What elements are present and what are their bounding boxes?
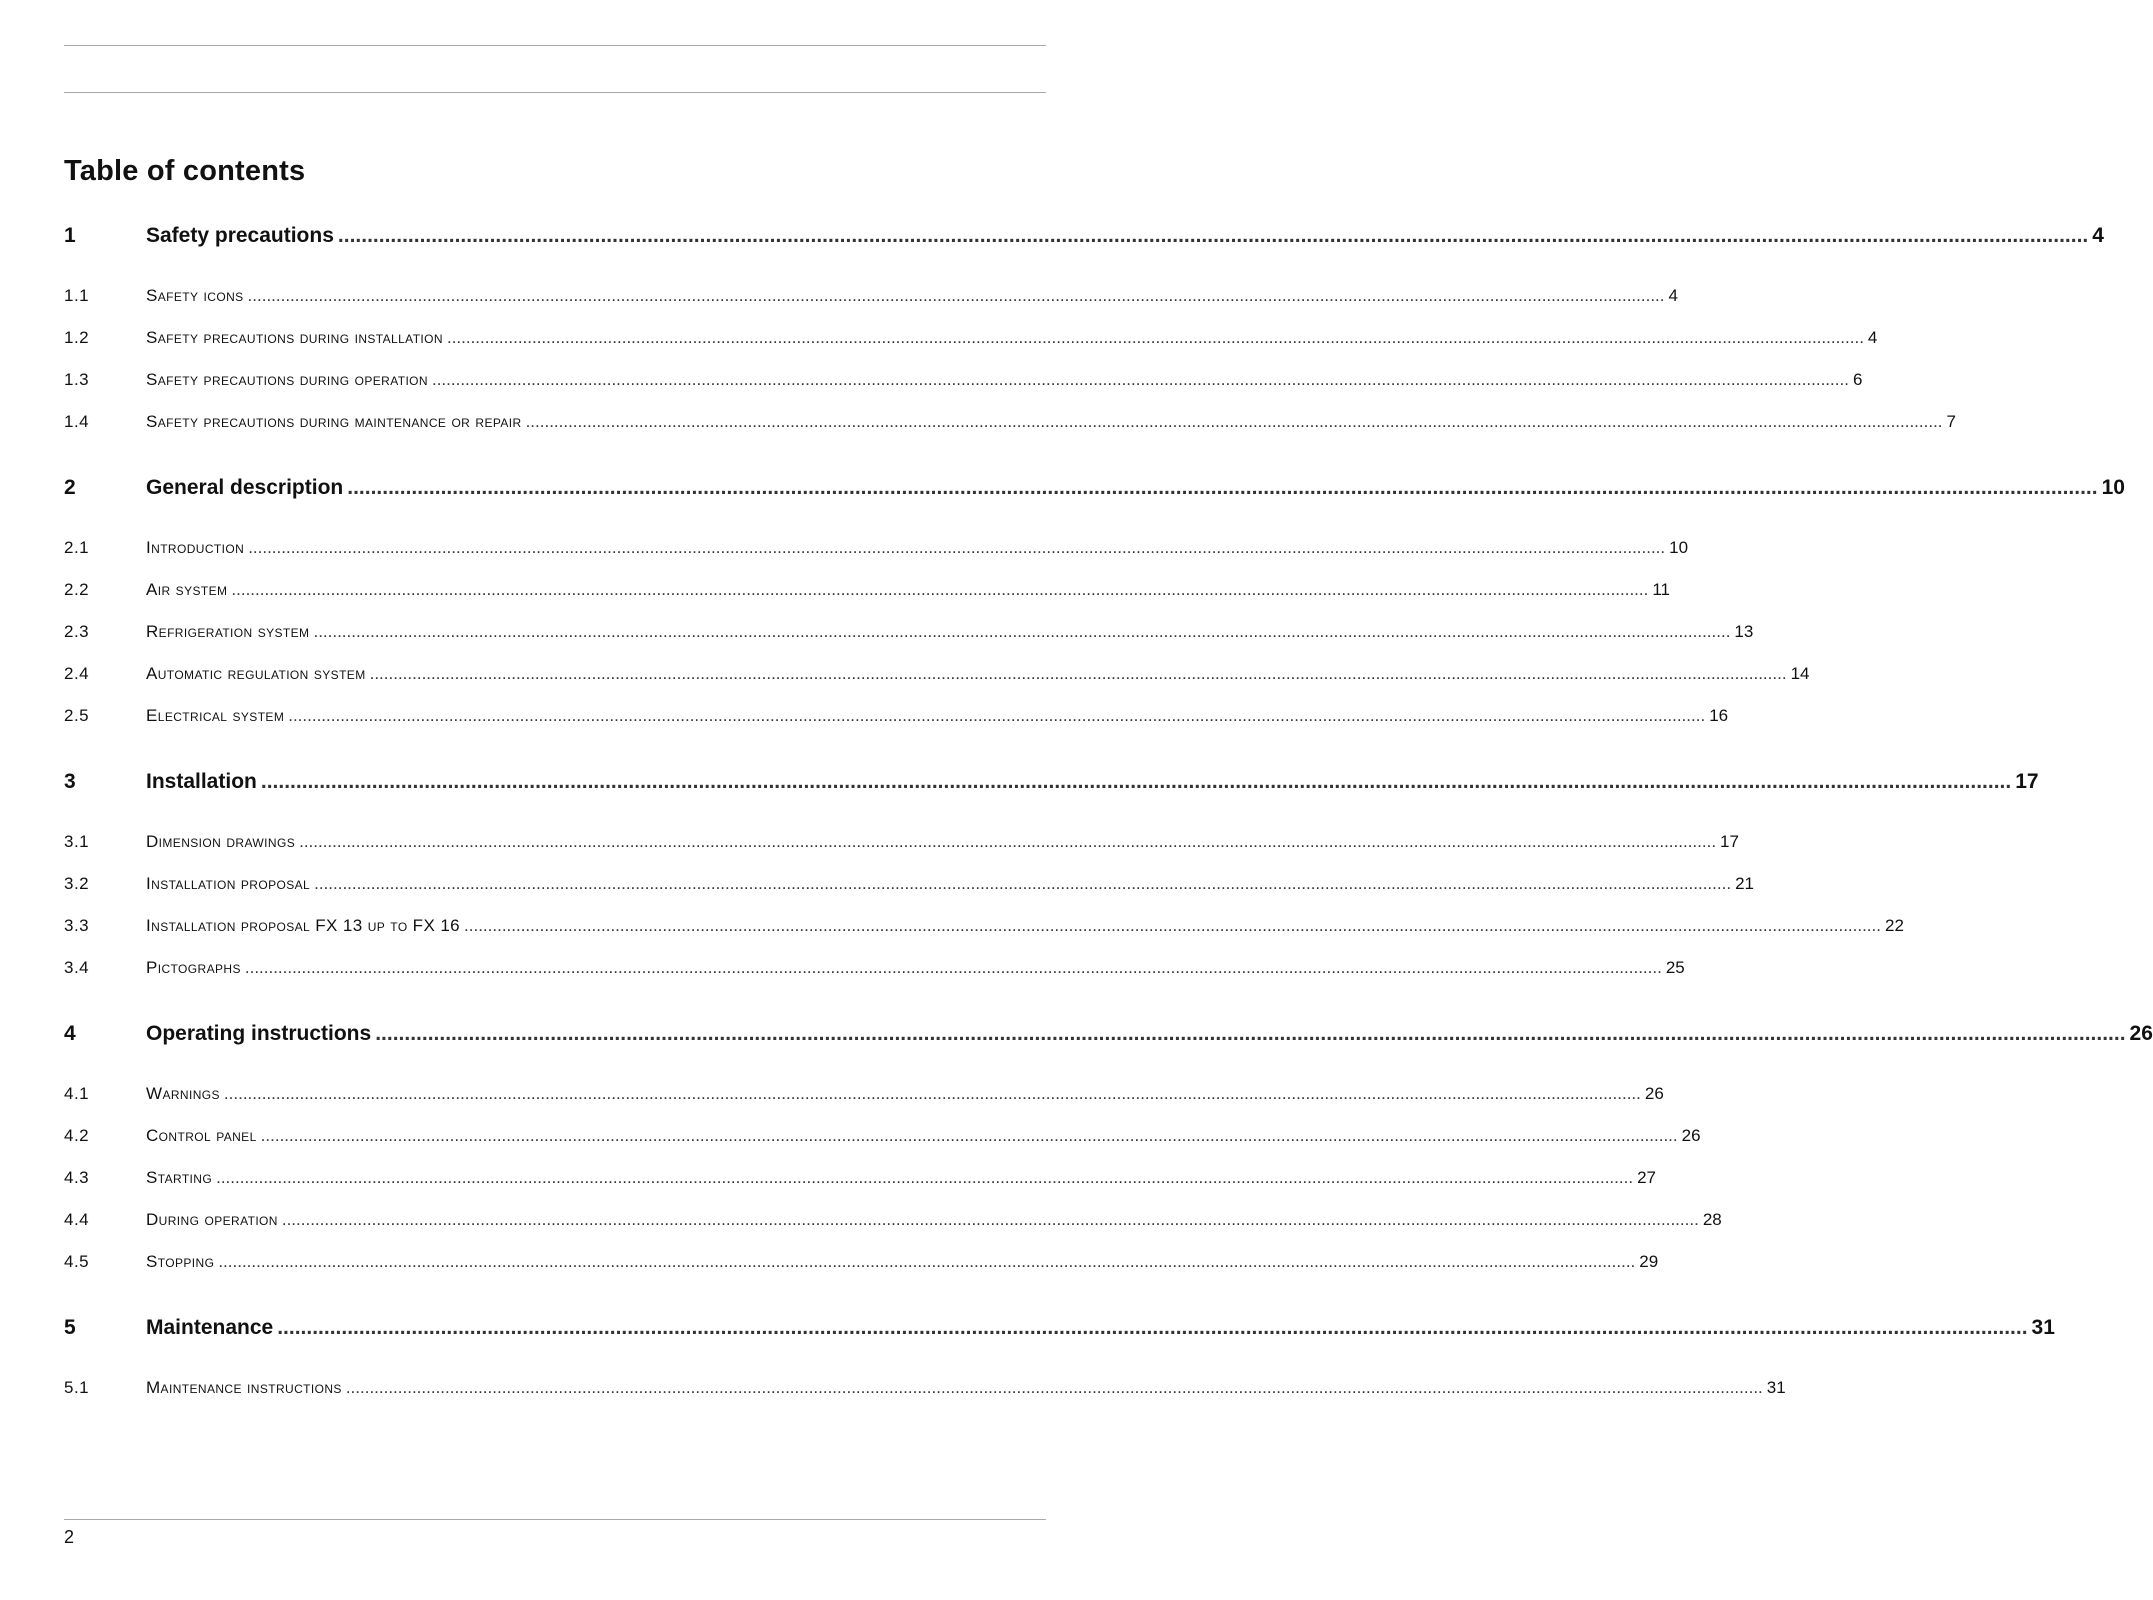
section-page: 27 bbox=[1637, 1168, 1656, 1187]
chapter-title: Operating instructions bbox=[146, 1022, 372, 1045]
footer-rule bbox=[64, 1519, 1046, 1520]
chapter-title: General description bbox=[146, 476, 344, 499]
section-number: 1.2 bbox=[64, 328, 90, 347]
dot-leader: ............................................................................................................................................................................................................................................................................................................ bbox=[231, 580, 1649, 599]
section-page: 31 bbox=[1766, 1378, 1786, 1397]
dot-leader: ............................................................................................................................................................................................................................................................................................................ bbox=[218, 1252, 1636, 1271]
toc-section-2-2[interactable] bbox=[64, 580, 1671, 622]
section-title: Air system bbox=[146, 580, 228, 599]
section-title: Installation proposal bbox=[146, 874, 311, 893]
table-of-contents bbox=[64, 224, 2153, 1420]
dot-leader: ............................................................................................................................................................................................................................................................................................................ bbox=[525, 412, 1943, 431]
section-page: 14 bbox=[1790, 664, 1810, 683]
chapter-number: 3 bbox=[64, 770, 76, 793]
section-title: Warnings bbox=[146, 1084, 220, 1103]
chapter-title: Installation bbox=[146, 770, 257, 793]
dot-leader: ............................................................................................................................................................................................................................................................................................................ bbox=[313, 622, 1731, 641]
section-title: Safety precautions during maintenance or repair bbox=[146, 412, 522, 431]
toc-section-4-4[interactable] bbox=[64, 1210, 1722, 1252]
section-page: 17 bbox=[1720, 832, 1739, 851]
section-title: During operation bbox=[146, 1210, 278, 1229]
section-number: 4.2 bbox=[64, 1126, 90, 1145]
section-number: 5.1 bbox=[64, 1378, 90, 1397]
chapter-number: 2 bbox=[64, 476, 76, 499]
section-title: Control panel bbox=[146, 1126, 257, 1145]
chapter-title: Maintenance bbox=[146, 1316, 274, 1339]
section-page: 4 bbox=[1668, 286, 1678, 305]
section-title: Starting bbox=[146, 1168, 213, 1187]
dot-leader: ............................................................................................................................................................................................................................................................................................................ bbox=[277, 1316, 2028, 1339]
section-title: Dimension drawings bbox=[146, 832, 296, 851]
page-title: Table of contents bbox=[64, 155, 306, 187]
section-number: 2.4 bbox=[64, 664, 90, 683]
section-number: 3.1 bbox=[64, 832, 90, 851]
section-title: Electrical system bbox=[146, 706, 285, 725]
toc-section-4-3[interactable] bbox=[64, 1168, 1656, 1210]
section-title: Refrigeration system bbox=[146, 622, 310, 641]
chapter-page: 17 bbox=[2015, 770, 2039, 793]
toc-chapter-5[interactable] bbox=[64, 1316, 2055, 1358]
section-page: 28 bbox=[1702, 1210, 1722, 1229]
dot-leader: ............................................................................................................................................................................................................................................................................................................ bbox=[345, 1378, 1763, 1397]
dot-leader: ............................................................................................................................................................................................................................................................................................................ bbox=[446, 328, 1864, 347]
dot-leader: ............................................................................................................................................................................................................................................................................................................ bbox=[347, 476, 2098, 499]
section-title: Stopping bbox=[146, 1252, 215, 1271]
section-number: 2.3 bbox=[64, 622, 90, 641]
section-title: Maintenance instructions bbox=[146, 1378, 342, 1397]
section-number: 4.5 bbox=[64, 1252, 90, 1271]
chapter-page: 4 bbox=[2092, 224, 2104, 247]
toc-section-2-5[interactable] bbox=[64, 706, 1729, 748]
section-page: 11 bbox=[1652, 580, 1671, 599]
section-page: 29 bbox=[1639, 1252, 1659, 1271]
dot-leader: ............................................................................................................................................................................................................................................................................................................ bbox=[244, 958, 1662, 977]
section-number: 4.1 bbox=[64, 1084, 90, 1103]
section-title: Pictographs bbox=[146, 958, 241, 977]
section-page: 10 bbox=[1669, 538, 1689, 557]
section-number: 1.1 bbox=[64, 286, 90, 305]
chapter-page: 31 bbox=[2031, 1316, 2055, 1339]
toc-section-3-3[interactable] bbox=[64, 916, 1904, 958]
chapter-number: 1 bbox=[64, 224, 76, 247]
section-title: Safety precautions during operation bbox=[146, 370, 428, 389]
section-title: Introduction bbox=[146, 538, 245, 557]
dot-leader: ............................................................................................................................................................................................................................................................................................................ bbox=[216, 1168, 1634, 1187]
section-number: 2.5 bbox=[64, 706, 90, 725]
dot-leader: ............................................................................................................................................................................................................................................................................................................ bbox=[248, 538, 1666, 557]
toc-section-3-2[interactable] bbox=[64, 874, 1754, 916]
dot-leader: ............................................................................................................................................................................................................................................................................................................ bbox=[260, 770, 2012, 793]
section-page: 6 bbox=[1852, 370, 1863, 389]
section-number: 2.1 bbox=[64, 538, 90, 557]
toc-chapter-3[interactable] bbox=[64, 770, 2039, 812]
dot-leader: ............................................................................................................................................................................................................................................................................................................ bbox=[314, 874, 1732, 893]
toc-section-4-2[interactable] bbox=[64, 1126, 1701, 1168]
section-page: 26 bbox=[1644, 1084, 1664, 1103]
section-number: 3.2 bbox=[64, 874, 90, 893]
section-page: 22 bbox=[1884, 916, 1904, 935]
section-number: 3.3 bbox=[64, 916, 90, 935]
toc-section-2-1[interactable] bbox=[64, 538, 1689, 580]
dot-leader: ............................................................................................................................................................................................................................................................................................................ bbox=[281, 1210, 1699, 1229]
dot-leader: ............................................................................................................................................................................................................................................................................................................ bbox=[369, 664, 1787, 683]
section-page: 26 bbox=[1681, 1126, 1701, 1145]
dot-leader: ............................................................................................................................................................................................................................................................................................................ bbox=[337, 224, 2089, 247]
section-number: 4.4 bbox=[64, 1210, 90, 1229]
section-page: 13 bbox=[1734, 622, 1754, 641]
section-title: Safety precautions during installation bbox=[146, 328, 443, 347]
toc-section-1-1[interactable] bbox=[64, 286, 1678, 328]
section-page: 21 bbox=[1735, 874, 1754, 893]
toc-chapter-1[interactable] bbox=[64, 224, 2104, 266]
chapter-page: 26 bbox=[2129, 1022, 2153, 1045]
dot-leader: ............................................................................................................................................................................................................................................................................................................ bbox=[299, 832, 1717, 851]
toc-section-4-5[interactable] bbox=[64, 1252, 1659, 1294]
section-title: Installation proposal FX 13 up to FX 16 bbox=[146, 916, 461, 935]
section-number: 1.4 bbox=[64, 412, 90, 431]
toc-section-1-2[interactable] bbox=[64, 328, 1878, 370]
dot-leader: ............................................................................................................................................................................................................................................................................................................ bbox=[288, 706, 1706, 725]
section-page: 4 bbox=[1867, 328, 1878, 347]
header-rule-top bbox=[64, 45, 1046, 46]
dot-leader: ............................................................................................................................................................................................................................................................................................................ bbox=[375, 1022, 2126, 1045]
chapter-page: 10 bbox=[2101, 476, 2125, 499]
section-title: Automatic regulation system bbox=[146, 664, 366, 683]
toc-section-4-1[interactable] bbox=[64, 1084, 1664, 1126]
dot-leader: ............................................................................................................................................................................................................................................................................................................ bbox=[247, 286, 1665, 305]
section-number: 1.3 bbox=[64, 370, 90, 389]
section-number: 2.2 bbox=[64, 580, 90, 599]
section-title: Safety icons bbox=[146, 286, 244, 305]
dot-leader: ............................................................................................................................................................................................................................................................................................................ bbox=[223, 1084, 1641, 1103]
toc-section-5-1[interactable] bbox=[64, 1378, 1786, 1420]
section-page: 7 bbox=[1946, 412, 1956, 431]
toc-chapter-2[interactable] bbox=[64, 476, 2125, 518]
toc-section-2-3[interactable] bbox=[64, 622, 1754, 664]
section-number: 3.4 bbox=[64, 958, 90, 977]
chapter-title: Safety precautions bbox=[146, 224, 334, 247]
toc-section-1-3[interactable] bbox=[64, 370, 1863, 412]
dot-leader: ............................................................................................................................................................................................................................................................................................................ bbox=[464, 916, 1881, 935]
toc-section-3-1[interactable] bbox=[64, 832, 1739, 874]
page-number: 2 bbox=[64, 1527, 75, 1547]
dot-leader: ............................................................................................................................................................................................................................................................................................................ bbox=[431, 370, 1849, 389]
header-rule-bottom bbox=[64, 92, 1046, 93]
section-page: 25 bbox=[1665, 958, 1685, 977]
chapter-number: 4 bbox=[64, 1022, 76, 1045]
toc-section-2-4[interactable] bbox=[64, 664, 1810, 706]
dot-leader: ............................................................................................................................................................................................................................................................................................................ bbox=[260, 1126, 1678, 1145]
section-number: 4.3 bbox=[64, 1168, 90, 1187]
toc-section-1-4[interactable] bbox=[64, 412, 1956, 454]
section-page: 16 bbox=[1709, 706, 1729, 725]
toc-section-3-4[interactable] bbox=[64, 958, 1685, 1000]
chapter-number: 5 bbox=[64, 1316, 76, 1339]
toc-chapter-4[interactable] bbox=[64, 1022, 2153, 1064]
